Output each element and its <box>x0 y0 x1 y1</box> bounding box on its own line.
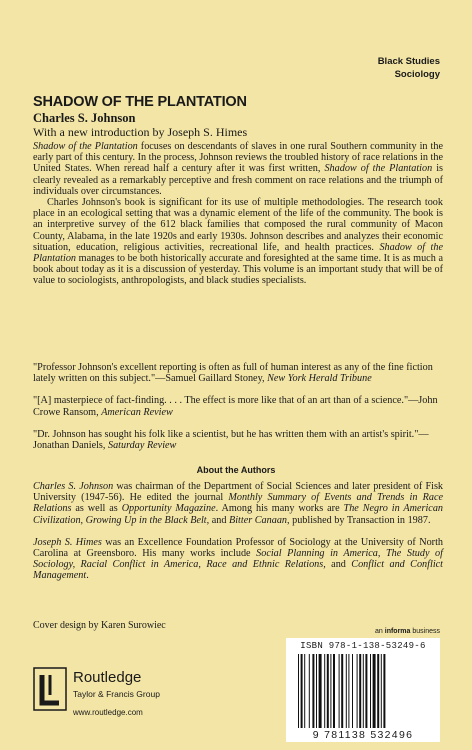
quote-attribution: —Samuel Gaillard Stoney, <box>155 373 265 385</box>
quote-attribution: —John Crowe Ransom, <box>33 395 438 418</box>
publisher-name: Routledge <box>73 669 142 686</box>
text-run: an <box>375 628 385 635</box>
quote-source: New York Herald Tribune <box>267 373 372 385</box>
title-reference: Shadow of the Plantation <box>324 163 433 175</box>
work-title: The Negro in American Civilization, Growing Up in the Black Belt, <box>33 503 444 526</box>
quote-text: "[A] masterpiece of fact-finding. . . . The effect is more like that of an art than of a science." <box>33 395 409 407</box>
description-paragraph <box>33 197 443 287</box>
introduction-credit: With a new introduction by Joseph S. Himes <box>33 125 248 139</box>
work-title: Monthly Summary of Events and Trends in Race Relations <box>33 492 443 515</box>
parent-company-label <box>375 628 440 635</box>
parent-brand: informa <box>384 628 411 635</box>
quote-source: Saturday Review <box>107 440 177 452</box>
title-reference: Shadow of the Plantation <box>33 241 443 265</box>
routledge-logo-icon <box>33 667 67 711</box>
text-run: was an Excellence Foundation Professor of Sociology at the University of North Carolina at Greensboro. His many works include <box>33 536 443 560</box>
review-quote <box>33 395 443 417</box>
subject-categories <box>378 55 440 81</box>
category-label: Sociology <box>394 69 440 80</box>
author-name: Charles S. Johnson <box>33 481 114 492</box>
text-run: and <box>209 514 229 526</box>
isbn-label: ISBN 978-1-138-53249-6 <box>300 641 426 651</box>
category-label: Black Studies <box>377 56 440 67</box>
barcode-icon <box>298 654 428 728</box>
text-run: manages to be both historically accurate and foresighted at the same time. It is as much a book about today as it is a discussion of yesterday. This volume is an important study that will be of value to sociologists, anthropologists, and black studies specialists. <box>33 253 443 287</box>
publisher-group: Taylor & Francis Group <box>73 689 160 699</box>
text-run: was chairman of the Department of Social Sciences and later president of Fisk University (1947-56). He edited the journal <box>33 481 444 504</box>
author-bios <box>33 481 443 593</box>
work-title: Social Planning in America, The Study of Sociology, Racial Conflict in America, Race and Ethnic Relations, <box>33 548 443 571</box>
publisher-logo <box>33 667 183 717</box>
review-quote <box>33 362 443 384</box>
text-run: and <box>325 559 352 571</box>
author-name: Joseph S. Himes <box>33 536 102 548</box>
text-run: , published by Transaction in 1987. <box>287 514 431 526</box>
work-title: Bitter Canaan <box>229 514 288 526</box>
quote-source: American Review <box>101 406 173 418</box>
about-authors-heading: About the Authors <box>196 465 276 475</box>
quote-text: "Dr. Johnson has sought his folk like a scientist, but he has written them with an artist's spirit." <box>33 428 419 440</box>
text-run: is clearly revealed as a remarkably perceptive and fresh comment on race relations and the triumph of individuals over circumstances. <box>33 163 444 197</box>
book-title: SHADOW OF THE PLANTATION <box>33 94 247 110</box>
book-author: Charles S. Johnson <box>33 111 136 125</box>
isbn-barcode <box>286 638 440 742</box>
text-run: business <box>410 628 440 635</box>
work-title: Conflict and Conflict Management <box>33 559 443 582</box>
review-quote <box>33 429 443 451</box>
text-run: as well as <box>71 503 122 515</box>
review-quotes <box>33 362 443 462</box>
book-description <box>33 141 443 287</box>
text-run: . Among his many works are <box>215 503 344 515</box>
text-run: . <box>86 570 89 582</box>
quote-text: "Professor Johnson's excellent reporting is often as full of human interest as any of the fine fiction lately written on this subject." <box>33 362 433 385</box>
text-run: Charles Johnson's book is significant for its use of multiple methodologies. The research took place in an ecological setting that was a dynamic element of the life of the community. The book is an interpretive survey of the 612 black families that composed the rural community of Macon County, Alabama, in the late 1920s and early 1930s. Johnson describes and analyzes their economic situation, education, religious activities, recreational life, and health practices. <box>33 197 443 253</box>
author-bio <box>33 481 443 526</box>
cover-design-credit: Cover design by Karen Surowiec <box>33 620 166 631</box>
work-title: Opportunity Magazine <box>121 503 216 515</box>
title-reference: Shadow of the Plantation <box>33 141 138 152</box>
author-bio <box>33 537 443 582</box>
ean-number: 9 781138 532496 <box>312 729 414 741</box>
publisher-url: www.routledge.com <box>73 708 143 717</box>
description-paragraph <box>33 141 443 197</box>
text-run: focuses on descendants of slaves in one rural Southern community in the early part of this century. In the process, Johnson reviews the troubled history of race relations in the United States. When reread half a century after it was first written, <box>33 141 443 175</box>
quote-attribution: —Jonathan Daniels, <box>33 428 429 452</box>
